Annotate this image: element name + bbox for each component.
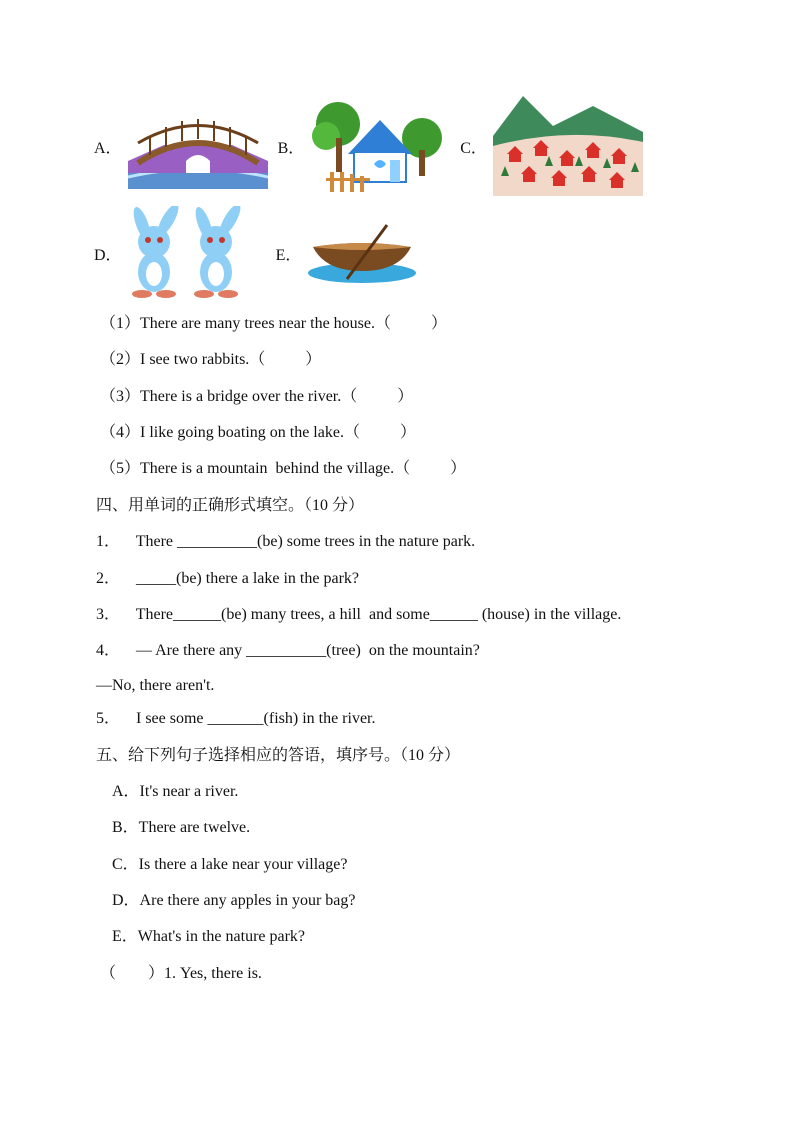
match-item-4: （4）I like going boating on the lake.（ ）: [100, 424, 416, 441]
rabbits-icon: [128, 206, 258, 300]
option-label-a: A．: [94, 139, 122, 157]
option-label-e: E．: [275, 246, 302, 264]
option-label-c: C．: [460, 139, 487, 157]
match-item-2: （2）I see two rabbits.（ ）: [100, 351, 322, 368]
section4-item-5: 5． I see some _______(fish) in the river.: [96, 710, 376, 727]
section4-item-1: 1． There __________(be) some trees in the nature park.: [96, 533, 476, 550]
section4-title: 四、用单词的正确形式填空。（10 分）: [96, 497, 365, 514]
section5-option-e: E．What's in the nature park?: [112, 928, 306, 945]
match-item-5: （5）There is a mountain behind the village.（ ）: [100, 460, 467, 477]
village-icon: [493, 96, 643, 196]
section5-option-c: C．Is there a lake near your village?: [112, 856, 348, 873]
section5-option-d: D．Are there any apples in your bag?: [112, 892, 356, 909]
section4-item-2: 2． _____(be) there a lake in the park?: [96, 570, 360, 587]
option-label-d: D．: [94, 246, 122, 264]
option-label-b: B．: [277, 139, 305, 157]
match-item-1: （1）There are many trees near the house.（ ）: [100, 315, 447, 332]
match-item-3: （3）There is a bridge over the river.（ ）: [100, 388, 414, 405]
section5-title: 五、给下列句子选择相应的答语，填序号。（10 分）: [96, 747, 461, 764]
section5-option-b: B．There are twelve.: [112, 819, 251, 836]
picture-row-1: [94, 96, 643, 196]
picture-row-2: [94, 206, 417, 300]
section5-item-1: （ ）1. Yes, there is.: [100, 965, 262, 982]
section4-item-3: 3． There______(be) many trees, a hill and some______ (house) in the village.: [96, 606, 622, 623]
bridge-icon: [128, 103, 268, 189]
house-icon: [310, 98, 450, 194]
section4-item-4-answer: —No, there aren't.: [96, 677, 215, 694]
boat-icon: [307, 221, 417, 285]
section5-option-a: A．It's near a river.: [112, 783, 239, 800]
section4-item-4: 4． — Are there any __________(tree) on the mountain?: [96, 642, 480, 659]
